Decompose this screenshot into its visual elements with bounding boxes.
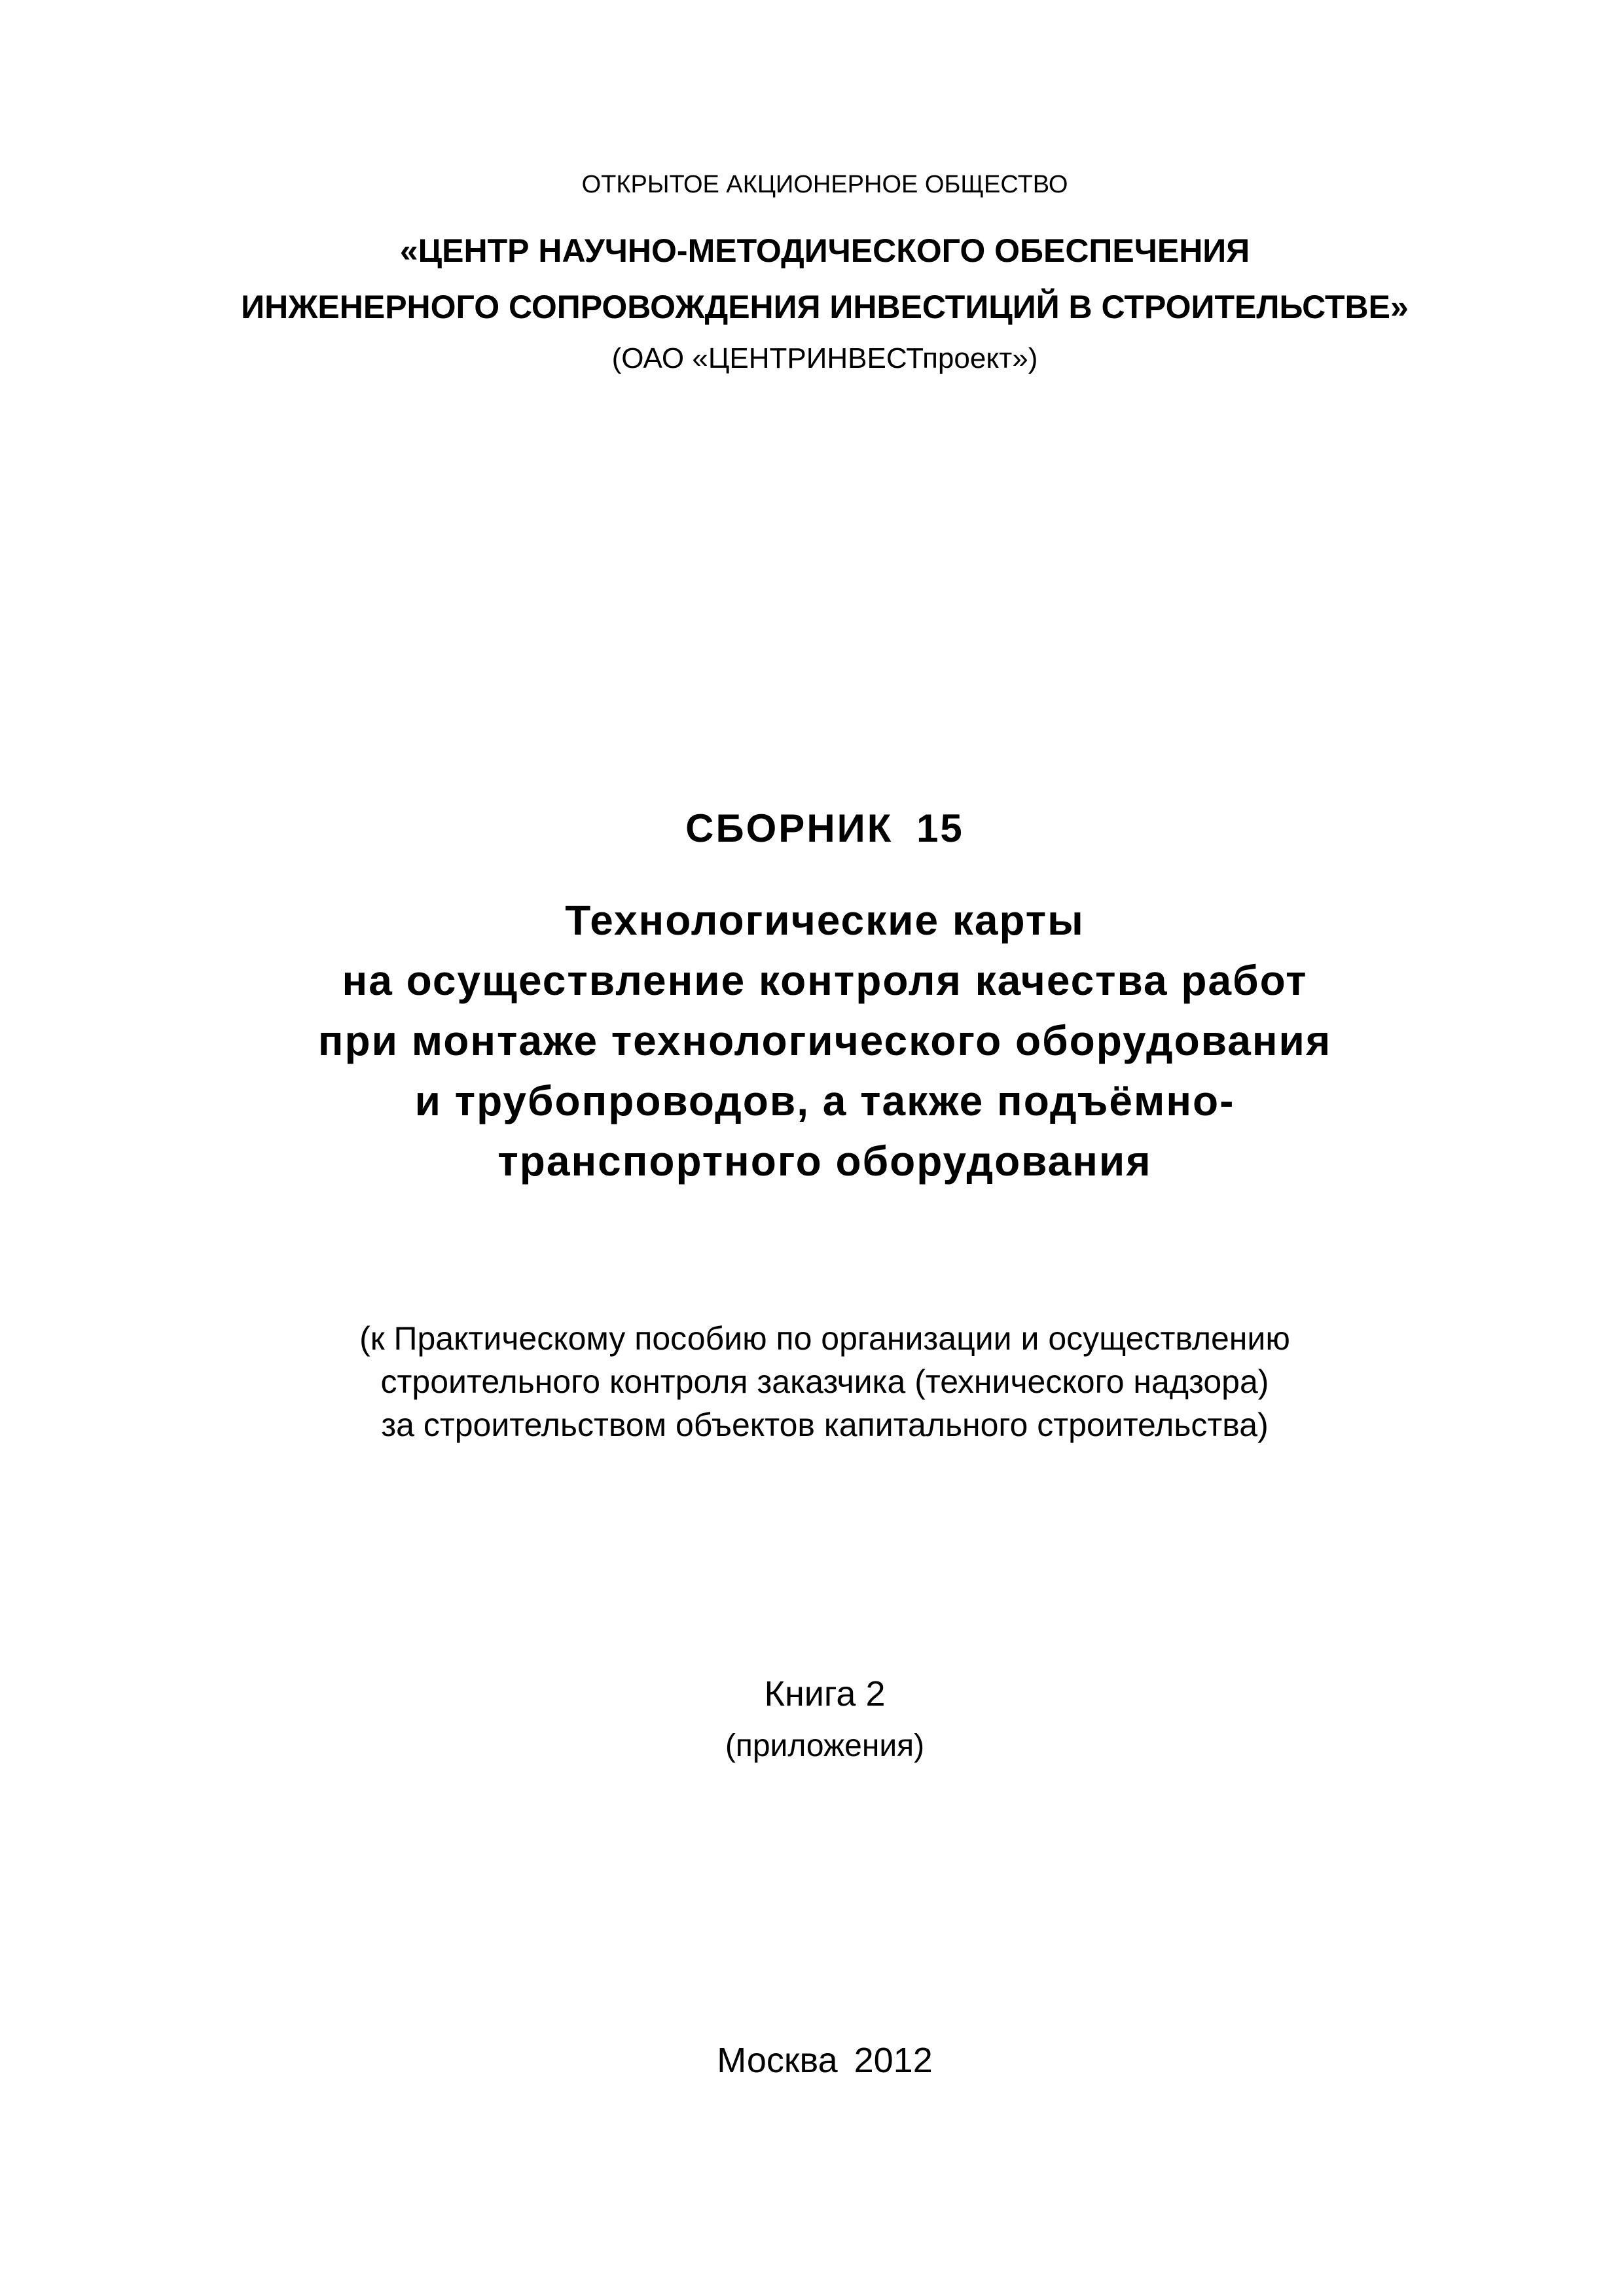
document-subtitle-line-1: (к Практическому пособию по организации и осуществлению: [359, 1320, 1290, 1357]
book-note-text: (приложения): [725, 1729, 925, 1763]
book-note: [98, 1725, 1551, 1767]
document-title: [98, 890, 1551, 1191]
document-title-line-3: при монтаже технологического оборудования: [317, 1017, 1332, 1064]
organization-type: [98, 169, 1551, 200]
place-and-year: [98, 2037, 1551, 2084]
organization-abbreviation: [98, 339, 1551, 378]
document-subtitle: [98, 1317, 1551, 1446]
book-label-text: Книга 2: [764, 1674, 886, 1713]
organization-type-text: ОТКРЫТОЕ АКЦИОНЕРНОЕ ОБЩЕСТВО: [581, 171, 1068, 198]
document-title-line-4: и трубопроводов, а также подъёмно-: [414, 1077, 1235, 1124]
document-title-line-1: Технологические карты: [565, 897, 1085, 944]
collection-label: [98, 804, 1551, 853]
document-subtitle-line-2: строительного контроля заказчика (технического надзора): [380, 1363, 1269, 1400]
organization-name: [98, 223, 1551, 335]
document-title-line-2: на осуществление контроля качества работ: [342, 957, 1308, 1004]
book-label: [98, 1670, 1551, 1717]
organization-name-line-2: ИНЖЕНЕРНОГО СОПРОВОЖДЕНИЯ ИНВЕСТИЦИЙ В СТРОИТЕЛЬСТВЕ»: [241, 289, 1409, 325]
organization-abbreviation-text: (ОАО «ЦЕНТРИНВЕСТпроект»): [611, 342, 1038, 374]
document-subtitle-line-3: за строительством объектов капитального строительства): [381, 1407, 1269, 1443]
collection-label-text: СБОРНИК 15: [685, 806, 964, 850]
place-and-year-text: Москва 2012: [717, 2041, 933, 2080]
document-title-line-5: транспортного оборудования: [497, 1138, 1152, 1185]
organization-name-line-1: «ЦЕНТР НАУЧНО-МЕТОДИЧЕСКОГО ОБЕСПЕЧЕНИЯ: [399, 232, 1250, 269]
